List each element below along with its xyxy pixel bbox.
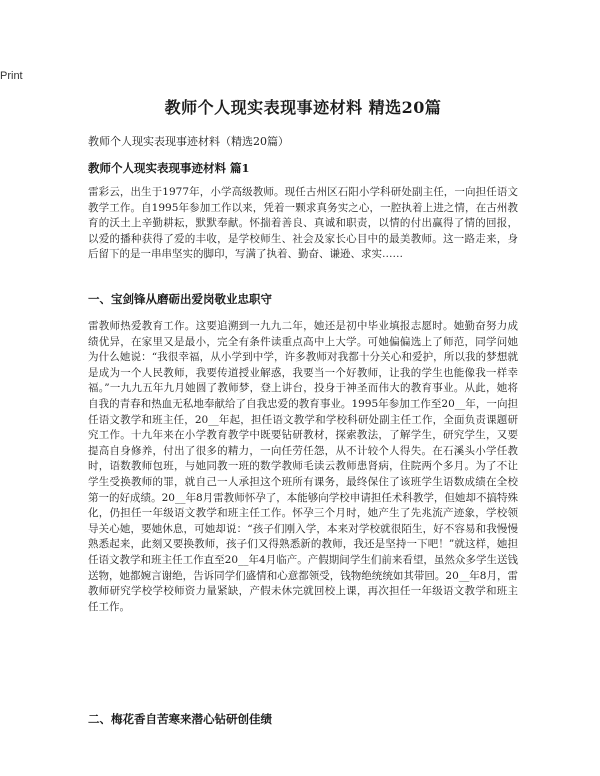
intro-paragraph: 雷彩云，出生于1977年，小学高级教师。现任古州区石阳小学科研处副主任，一向担任语文教学工作。自1995年参加工作以来，凭着一颗求真务实之心，一腔执着上进之情，在古州教育的沃土上辛勤耕耘，默默奉献。怀揣着善良、真诚和职责，以情的付出赢得了情的回报，以爱的播种获得了爱的丰收，是学校师生、社会及家长心目中的最美教师。这一路走来，身后留下的是一串串坚实的脚印，写满了执着、勤奋、谦逊、求实……: [88, 186, 518, 261]
section-body-1: 雷教师热爱教育工作。这要追溯到一九九二年，她还是初中毕业填报志愿时。她勤奋努力成绩优异，在家里又是最小，完全有条件读重点高中上大学。可她偏偏选上了师范，同学问她为什么她说：“我很幸福，从小学到中学，许多教师对我都十分关心和爱护，所以我的梦想就是成为一个人民教师，我要传道授业解惑，我要当一个好教师，让我的学生也能像我一样幸福。”一九九五年九月她圆了教师梦，登上讲台，投身于神圣而伟大的教育事业。从此，她将自我的青春和热血无私地奉献给了自我忠爱的教育事业。1995年参加工作至20__年，一向担任语文教学和班主任，20__年起，担任语文教学和学校科研处副主任工作，全面负责课题研究工作。十九年来在小学教育教学中既要钻研教材，探索教法，了解学生，研究学生，又要提高自身修养，付出了很多的精力，一向任劳任怨，从不计较个人得失。在石溪头小学任教时，语数教师包班，与她同教一班的数学教师毛读云教师患肾病，住院两个多月。为了不让学生受换教师的罪，就自己一人承担这个班所有课务，最终保住了该班学生语数成绩在全校第一的好成绩。20__年8月雷教师怀孕了，本能够向学校申请担任术科教学，但她却不搞特殊化，仍担任一年级语文教学和班主任工作。怀孕三个月时，她产生了先兆流产迹象，学校领导关心她，要她休息，可她却说：“孩子们刚入学，本来对学校就很陌生，好不容易和我慢慢熟悉起来，此刻又要换教师，孩子们又得熟悉新的教师，我还是坚持一下吧！”就这样，她担任语文教学和班主任工作直至20__年4月临产。产假期间学生们前来看望，虽然众多学生送钱送物，她都婉言谢绝，告诉同学们盛情和心意都领受，钱物绝统统如其带回。20__年8月，雷教师研究学校学校师资力量紧缺，产假未休完就回校上课，再次担任一年级语文教学和班主任工作。: [88, 320, 518, 613]
document-title: 教师个人现实表现事迹材料 精选20篇: [164, 98, 442, 117]
document-subtitle: 教师个人现实表现事迹材料（精选20篇）: [88, 135, 289, 148]
section-heading-2: 二、梅花香自苦寒来潜心钻研创佳绩: [88, 712, 272, 726]
section-heading-1: 一、宝剑锋从磨砺出爱岗敬业忠职守: [88, 292, 272, 306]
article-heading: 教师个人现实表现事迹材料 篇1: [88, 161, 250, 175]
print-label[interactable]: Print: [0, 70, 23, 82]
